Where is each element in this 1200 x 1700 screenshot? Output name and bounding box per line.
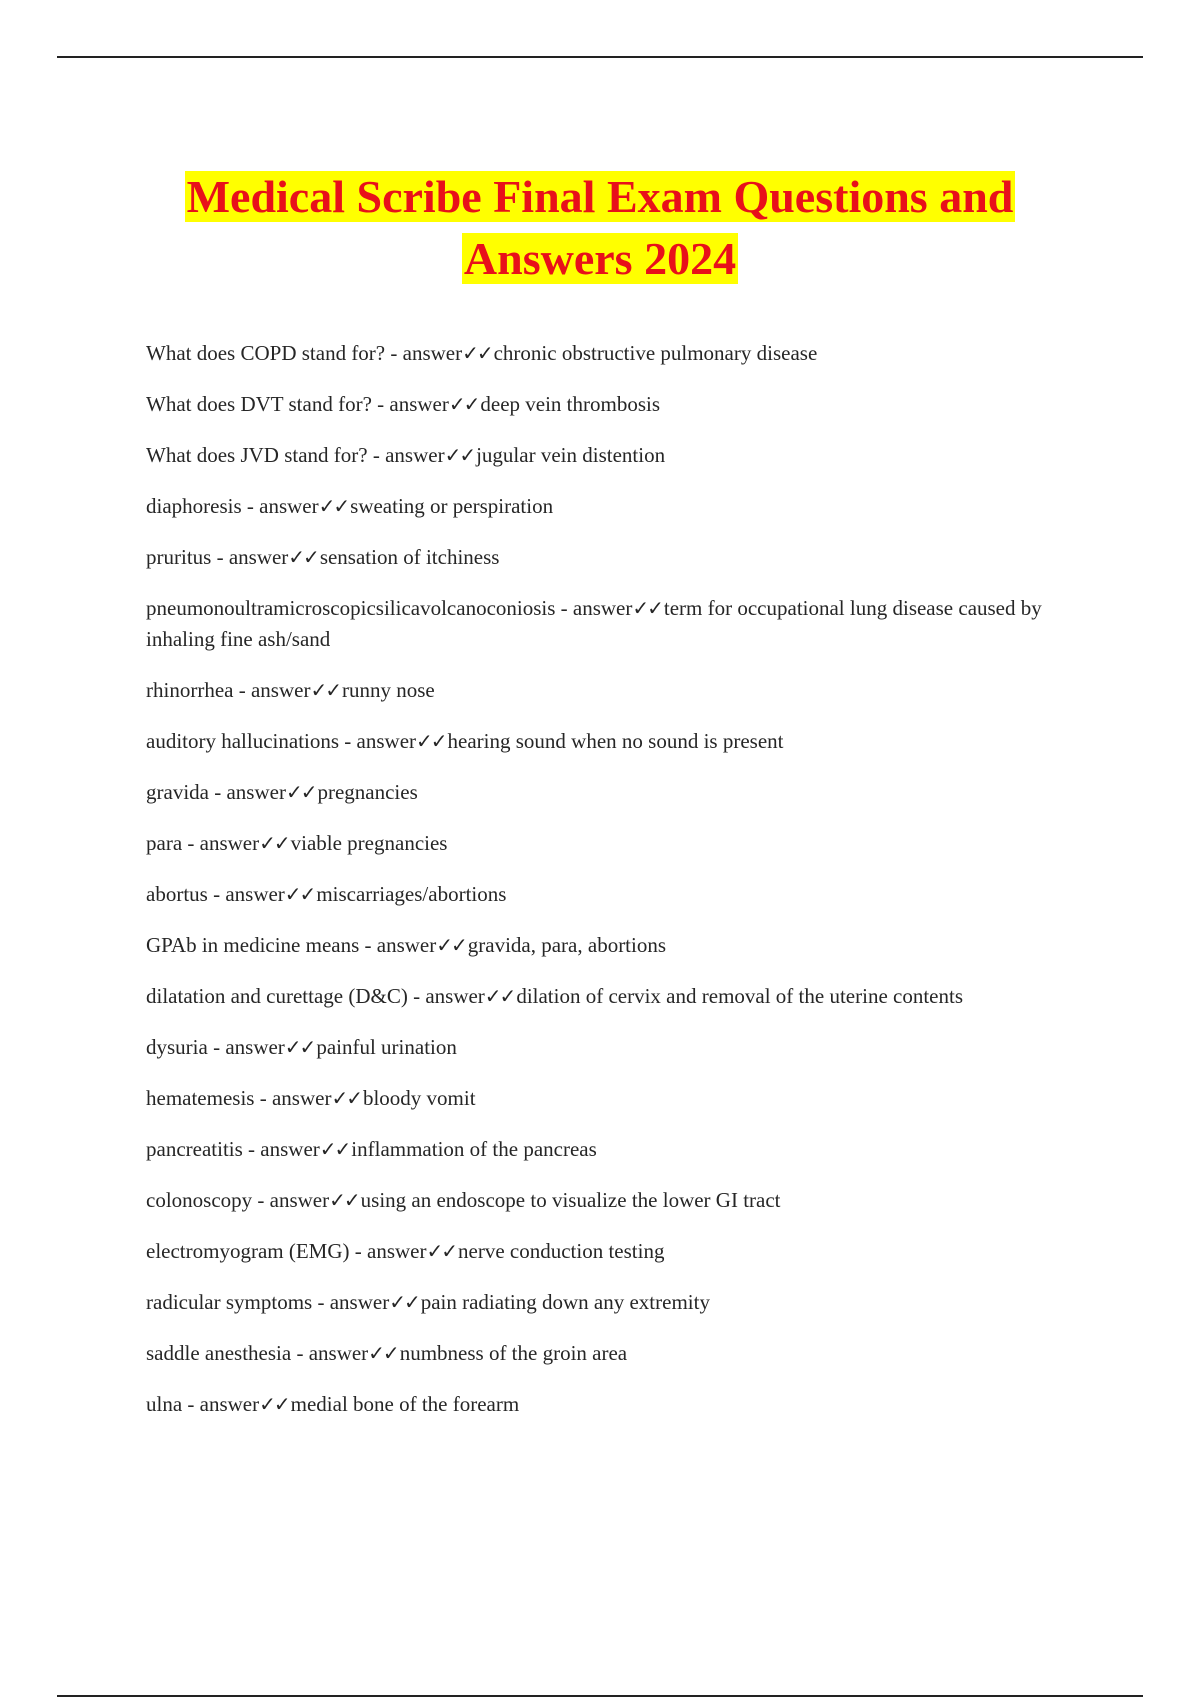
qa-item xyxy=(146,1389,1086,1420)
answer-text: jugular vein distention xyxy=(476,443,666,467)
answer-text: nerve conduction testing xyxy=(458,1239,665,1263)
answer-text: painful urination xyxy=(316,1035,457,1059)
qa-item xyxy=(146,777,1086,808)
double-check-icon: ✓✓ xyxy=(288,545,318,569)
double-check-icon: ✓✓ xyxy=(259,831,289,855)
question-text: dilatation and curettage (D&C) xyxy=(146,984,408,1008)
answer-separator: - answer xyxy=(233,678,311,702)
double-check-icon: ✓✓ xyxy=(448,392,479,416)
qa-item xyxy=(146,593,1086,655)
question-text: abortus xyxy=(146,882,208,906)
page-title xyxy=(0,166,1200,290)
answer-separator: - answer xyxy=(252,1188,330,1212)
question-text: colonoscopy xyxy=(146,1188,253,1212)
double-check-icon: ✓✓ xyxy=(284,1035,315,1059)
top-rule xyxy=(57,56,1143,58)
qa-item xyxy=(146,1236,1086,1267)
answer-text: pain radiating down any extremity xyxy=(420,1290,710,1314)
double-check-icon: ✓✓ xyxy=(368,1341,398,1365)
double-check-icon: ✓✓ xyxy=(285,780,316,804)
double-check-icon: ✓✓ xyxy=(416,729,446,753)
qa-item xyxy=(146,1134,1086,1165)
qa-list xyxy=(146,338,1086,1440)
double-check-icon: ✓✓ xyxy=(259,1392,289,1416)
qa-item xyxy=(146,1083,1086,1114)
question-text: diaphoresis xyxy=(146,494,242,518)
qa-item xyxy=(146,726,1086,757)
double-check-icon: ✓✓ xyxy=(318,494,349,518)
answer-separator: - answer xyxy=(385,341,463,365)
qa-item xyxy=(146,828,1086,859)
question-text: gravida xyxy=(146,780,209,804)
question-text: pneumonoultramicroscopicsilicavolcanoconiosis xyxy=(146,596,556,620)
answer-text: term for occupational lung disease caused by inhaling fine ash/sand xyxy=(146,596,1042,651)
question-text: ulna xyxy=(146,1392,183,1416)
answer-text: miscarriages/abortions xyxy=(316,882,507,906)
answer-text: sensation of itchiness xyxy=(319,545,500,569)
question-text: para xyxy=(146,831,183,855)
double-check-icon: ✓✓ xyxy=(310,678,340,702)
qa-item xyxy=(146,389,1086,420)
question-text: What does JVD stand for? xyxy=(146,443,368,467)
answer-text: using an endoscope to visualize the lower GI tract xyxy=(360,1188,781,1212)
qa-item xyxy=(146,491,1086,522)
question-text: dysuria xyxy=(146,1035,208,1059)
qa-item xyxy=(146,1338,1086,1369)
double-check-icon: ✓✓ xyxy=(329,1188,359,1212)
double-check-icon: ✓✓ xyxy=(462,341,492,365)
answer-separator: - answer xyxy=(349,1239,427,1263)
qa-item xyxy=(146,879,1086,910)
qa-item xyxy=(146,542,1086,573)
answer-separator: - answer xyxy=(207,882,285,906)
question-text: saddle anesthesia xyxy=(146,1341,292,1365)
answer-separator: - answer xyxy=(291,1341,369,1365)
answer-separator: - answer xyxy=(312,1290,390,1314)
question-text: radicular symptoms xyxy=(146,1290,313,1314)
answer-separator: - answer xyxy=(182,831,260,855)
qa-item xyxy=(146,338,1086,369)
qa-item xyxy=(146,1185,1086,1216)
answer-separator: - answer xyxy=(371,392,449,416)
answer-text: sweating or perspiration xyxy=(350,494,554,518)
double-check-icon: ✓✓ xyxy=(426,1239,456,1263)
question-text: What does COPD stand for? xyxy=(146,341,386,365)
question-text: pruritus xyxy=(146,545,212,569)
qa-item xyxy=(146,675,1086,706)
double-check-icon: ✓✓ xyxy=(484,984,515,1008)
answer-text: chronic obstructive pulmonary disease xyxy=(493,341,818,365)
double-check-icon: ✓✓ xyxy=(632,596,662,620)
answer-separator: - answer xyxy=(211,545,289,569)
question-text: What does DVT stand for? xyxy=(146,392,372,416)
answer-separator: - answer xyxy=(254,1086,332,1110)
question-text: pancreatitis xyxy=(146,1137,243,1161)
answer-text: medial bone of the forearm xyxy=(290,1392,520,1416)
answer-separator: - answer xyxy=(242,1137,320,1161)
answer-separator: - answer xyxy=(359,933,437,957)
question-text: electromyogram (EMG) xyxy=(146,1239,350,1263)
qa-item xyxy=(146,1287,1086,1318)
double-check-icon: ✓✓ xyxy=(284,882,315,906)
title-line-1: Medical Scribe Final Exam Questions and xyxy=(186,171,1014,222)
answer-separator: - answer xyxy=(208,780,286,804)
answer-text: hearing sound when no sound is present xyxy=(447,729,784,753)
question-text: hematemesis xyxy=(146,1086,255,1110)
double-check-icon: ✓✓ xyxy=(436,933,466,957)
double-check-icon: ✓✓ xyxy=(331,1086,361,1110)
answer-text: runny nose xyxy=(341,678,435,702)
question-text: GPAb in medicine means xyxy=(146,933,360,957)
answer-text: gravida, para, abortions xyxy=(467,933,667,957)
answer-text: bloody vomit xyxy=(362,1086,476,1110)
question-text: auditory hallucinations xyxy=(146,729,340,753)
bottom-rule xyxy=(57,1695,1143,1697)
qa-item xyxy=(146,981,1086,1012)
answer-text: numbness of the groin area xyxy=(399,1341,628,1365)
answer-separator: - answer xyxy=(367,443,445,467)
qa-item xyxy=(146,930,1086,961)
question-text: rhinorrhea xyxy=(146,678,234,702)
answer-text: pregnancies xyxy=(317,780,418,804)
answer-separator: - answer xyxy=(241,494,319,518)
answer-separator: - answer xyxy=(182,1392,260,1416)
answer-separator: - answer xyxy=(407,984,485,1008)
double-check-icon: ✓✓ xyxy=(389,1290,419,1314)
answer-text: deep vein thrombosis xyxy=(480,392,661,416)
double-check-icon: ✓✓ xyxy=(319,1137,350,1161)
qa-item xyxy=(146,440,1086,471)
double-check-icon: ✓✓ xyxy=(444,443,475,467)
answer-text: inflammation of the pancreas xyxy=(351,1137,597,1161)
answer-text: viable pregnancies xyxy=(290,831,448,855)
answer-text: dilation of cervix and removal of the uterine contents xyxy=(516,984,963,1008)
title-line-2: Answers 2024 xyxy=(463,233,737,284)
qa-item xyxy=(146,1032,1086,1063)
answer-separator: - answer xyxy=(339,729,417,753)
answer-separator: - answer xyxy=(555,596,633,620)
answer-separator: - answer xyxy=(207,1035,285,1059)
